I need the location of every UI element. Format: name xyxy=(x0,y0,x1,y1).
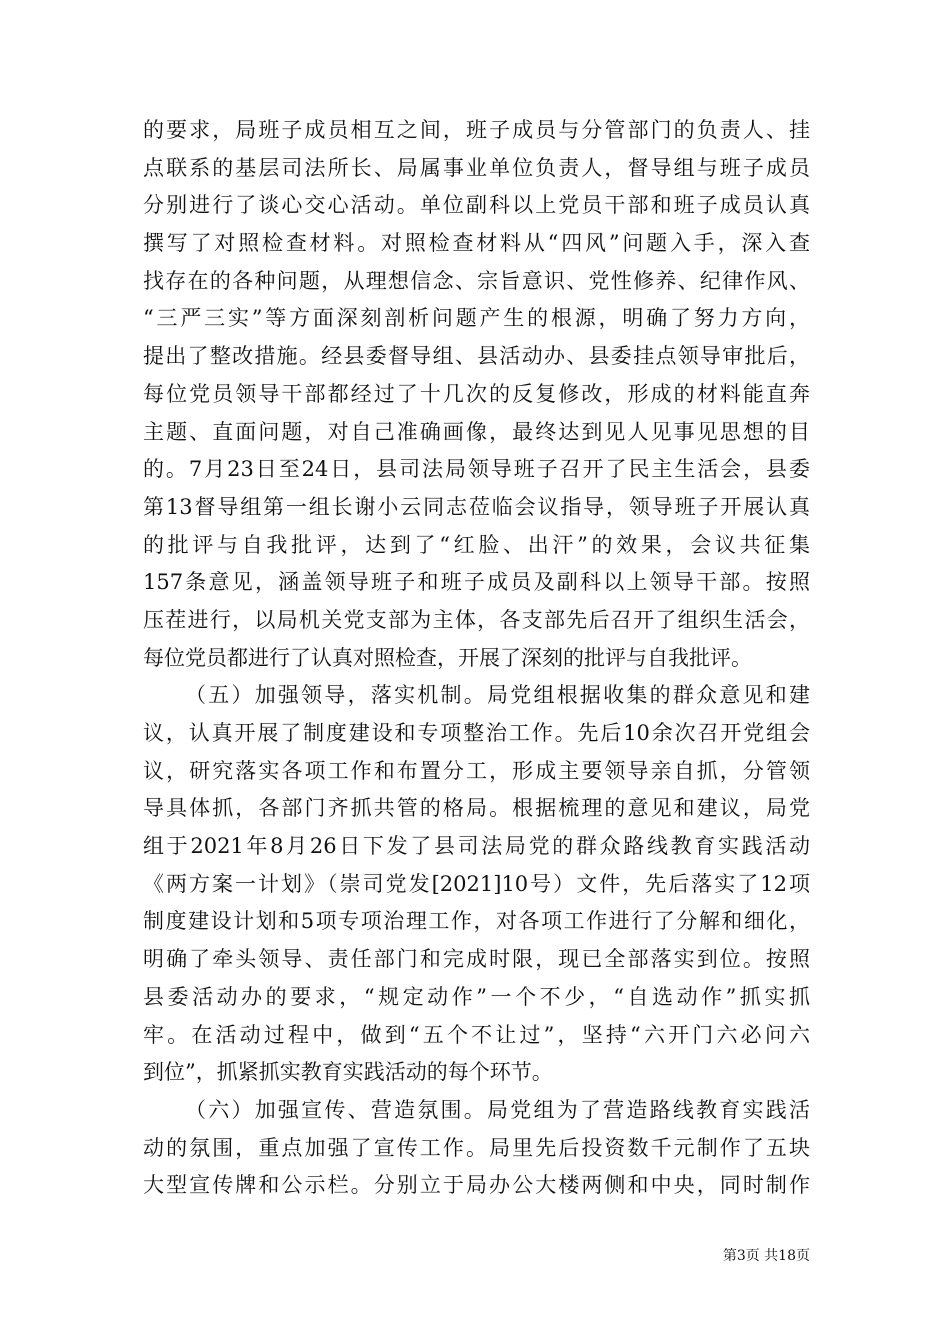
text-line: 157条意见，涵盖领导班子和班子成员及副科以上领导干部。按照 xyxy=(143,570,810,595)
text-line: 提出了整改措施。经县委督导组、县活动办、县委挂点领导审批后， xyxy=(143,344,810,369)
text-line: 的要求，局班子成员相互之间，班子成员与分管部门的负责人、挂 xyxy=(143,118,810,142)
text-line: 明确了牵头领导、责任部门和完成时限，现已全部落实到位。按照 xyxy=(143,947,810,972)
text-line: 制度建设计划和5项专项治理工作，对各项工作进行了分解和细化， xyxy=(143,909,810,934)
text-line: 组于2021年8月26日下发了县司法局党的群众路线教育实践活动 xyxy=(143,834,810,859)
text-line: 找存在的各种问题，从理想信念、宗旨意识、党性修养、纪律作风、 xyxy=(143,268,810,293)
text-line: 每位党员领导干部都经过了十几次的反复修改，形成的材料能直奔 xyxy=(143,381,810,406)
text-line: 大型宣传牌和公示栏。分别立于局办公大楼两侧和中央，同时制作 xyxy=(143,1173,810,1198)
text-line: 《两方案一计划》（崇司党发[2021]10号）文件，先后落实了12项 xyxy=(143,871,810,896)
text-line: 议，研究落实各项工作和布置分工，形成主要领导亲自抓，分管领 xyxy=(143,758,810,783)
text-line: 导具体抓，各部门齐抓共管的格局。根据梳理的意见和建议，局党 xyxy=(143,796,810,821)
text-line: 点联系的基层司法所长、局属事业单位负责人，督导组与班子成员 xyxy=(143,155,810,180)
text-line: 主题、直面问题，对自己准确画像，最终达到见人见事见思想的目 xyxy=(143,419,810,444)
text-line: 议，认真开展了制度建设和专项整治工作。先后10余次召开党组会 xyxy=(143,721,810,745)
text-line: 每位党员都进行了认真对照检查，开展了深刻的批评与自我批评。 xyxy=(143,645,752,670)
document-body xyxy=(143,112,810,1205)
text-line: 压茬进行，以局机关党支部为主体，各支部先后召开了组织生活会， xyxy=(143,607,810,632)
text-line: 第13督导组第一组长谢小云同志莅临会议指导，领导班子开展认真 xyxy=(143,494,810,519)
section-heading-line: （六）加强宣传、营造氛围。局党组为了营造路线教育实践活 xyxy=(185,1097,810,1122)
text-line: “三严三实”等方面深刻剖析问题产生的根源，明确了努力方向， xyxy=(143,306,810,331)
text-line: 分别进行了谈心交心活动。单位副科以上党员干部和班子成员认真 xyxy=(143,193,810,218)
page-number-footer: 第3页 共18页 xyxy=(722,1248,810,1264)
text-line: 到位”，抓紧抓实教育实践活动的每个环节。 xyxy=(143,1060,553,1085)
text-line: 县委活动办的要求，“规定动作”一个不少，“自选动作”抓实抓 xyxy=(143,984,810,1009)
text-line: 的。7月23日至24日，县司法局领导班子召开了民主生活会，县委 xyxy=(143,457,810,482)
text-line: 撰写了对照检查材料。对照检查材料从“四风”问题入手，深入查 xyxy=(143,231,810,256)
text-line: 牢。在活动过程中，做到“五个不让过”，坚持“六开门六必问六 xyxy=(143,1022,810,1047)
section-heading-line: （五）加强领导，落实机制。局党组根据收集的群众意见和建 xyxy=(185,683,810,708)
text-line: 动的氛围，重点加强了宣传工作。局里先后投资数千元制作了五块 xyxy=(143,1135,810,1160)
text-line: 的批评与自我批评，达到了“红脸、出汗”的效果，会议共征集 xyxy=(143,532,810,557)
